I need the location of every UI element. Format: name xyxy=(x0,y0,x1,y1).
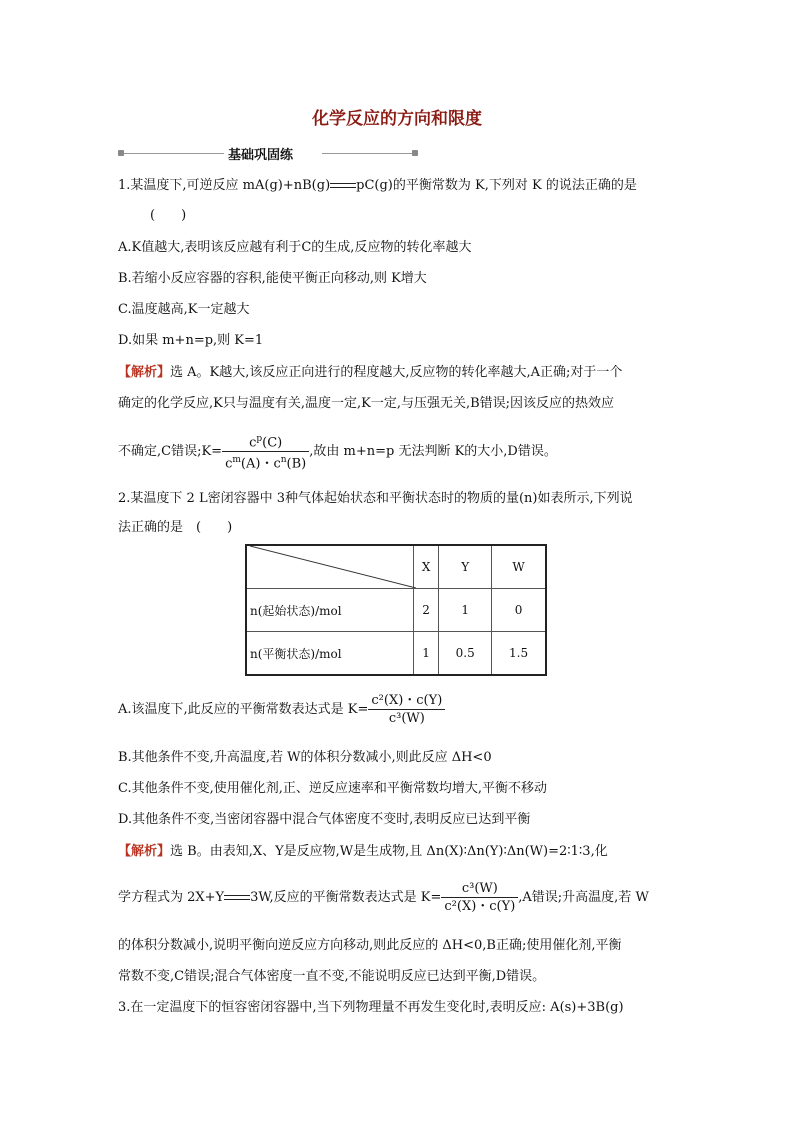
table-row-label: n(平衡状态)/mol xyxy=(246,632,414,676)
table-cell: 1 xyxy=(439,589,492,632)
q2-analysis-line2: 学方程式为 2X+Y 3W,反应的平衡常数表达式是 K= $\frac{\text{c³(W)}}{\text{c²(X)・c(Y)}}$ ,A错误;升高温度,若 W xyxy=(118,881,649,914)
table-cell: 0 xyxy=(492,589,546,632)
section-header xyxy=(118,144,418,162)
analysis-tag: 【解析】 xyxy=(118,365,171,380)
q2-analysis-line3: 的体积分数减小,说明平衡向逆反应方向移动,则此反应的 ΔH<0,B正确;使用催化剂,平衡 xyxy=(118,938,622,953)
q1-option-a: A.K值越大,表明该反应越有利于C的生成,反应物的转化率越大 xyxy=(118,240,472,255)
table-cell: 2 xyxy=(414,589,439,632)
q2-analysis-line1: 【解析】选 B。由表知,X、Y是反应物,W是生成物,且 Δn(X)∶Δn(Y)∶Δn(W)=2∶1∶3,化 xyxy=(118,844,608,859)
table-cell: 1 xyxy=(414,632,439,676)
table-row xyxy=(246,589,546,632)
q2-option-d: D.其他条件不变,当密闭容器中混合气体密度不变时,表明反应已达到平衡 xyxy=(118,812,531,827)
q2-stem-line1: 2.某温度下 2 L密闭容器中 3种气体起始状态和平衡状态时的物质的量(n)如表所示,下列说 xyxy=(118,491,633,506)
page-title: 化学反应的方向和限度 xyxy=(312,109,482,129)
q1-analysis-line2: 确定的化学反应,K只与温度有关,温度一定,K一定,与压强无关,B错误;因该反应的热效应 xyxy=(118,396,615,411)
table-row-label: n(起始状态)/mol xyxy=(246,589,414,632)
table-row xyxy=(246,632,546,676)
q2-stem-line2: 法正确的是 ( ) xyxy=(118,520,233,535)
option-a-fraction: $\frac{\text{c²(X)・c(Y)}}{\text{c³(W)}}$ xyxy=(368,692,445,727)
q2-option-a: A.该温度下,此反应的平衡常数表达式是 K= $\frac{\text{c²(X)・c(Y)}}{\text{c³(W)}}$ xyxy=(118,684,445,736)
table-header: X xyxy=(414,545,439,589)
table-header: Y xyxy=(439,545,492,589)
data-table xyxy=(245,544,547,676)
q1-stem: 1.某温度下,可逆反应 mA(g)+nB(g) pC(g)的平衡常数为 K,下列对 K 的说法正确的是 xyxy=(118,178,637,193)
q1-analysis-line1: 【解析】选 A。K越大,该反应正向进行的程度越大,反应物的转化率越大,A正确;对于一个 xyxy=(118,365,623,380)
analysis-k-fraction: $\frac{\text{c³(W)}}{\text{c²(X)・c(Y)}}$ xyxy=(441,880,518,915)
equilibrium-arrow-icon xyxy=(224,894,250,902)
table-header-row xyxy=(246,545,546,589)
table-cell: 1.5 xyxy=(492,632,546,676)
table-header: W xyxy=(492,545,546,589)
q1-option-b: B.若缩小反应容器的容积,能使平衡正向移动,则 K增大 xyxy=(118,271,427,286)
q3-stem: 3.在一定温度下的恒容密闭容器中,当下列物理量不再发生变化时,表明反应: A(s)+3B(g) xyxy=(118,1000,624,1015)
q1-analysis-line3: 不确定,C错误;K= $\frac{c^p(C)}{c^m(A)・c^n(B)}$ ,故由 m+n=p 无法判断 K的大小,D错误。 xyxy=(118,426,557,478)
equilibrium-arrow-icon xyxy=(330,182,356,190)
section-title: 基础巩固练 xyxy=(228,148,294,163)
q1-paren: ( ) xyxy=(150,208,187,223)
section-right-line xyxy=(322,153,412,154)
q1-option-c: C.温度越高,K一定越大 xyxy=(118,302,250,317)
q2-analysis-line4: 常数不变,C错误;混合气体密度一直不变,不能说明反应已达到平衡,D错误。 xyxy=(118,969,546,984)
section-right-dot xyxy=(412,150,418,156)
k-expression-fraction: $\frac{c^p(C)}{c^m(A)・c^n(B)}$ xyxy=(222,431,309,473)
table-diagonal-cell xyxy=(246,545,414,589)
q2-option-b: B.其他条件不变,升高温度,若 W的体积分数减小,则此反应 ΔH<0 xyxy=(118,750,492,765)
q2-option-c: C.其他条件不变,使用催化剂,正、逆反应速率和平衡常数均增大,平衡不移动 xyxy=(118,781,548,796)
table-cell: 0.5 xyxy=(439,632,492,676)
analysis-tag: 【解析】 xyxy=(118,844,171,859)
q1-option-d: D.如果 m+n=p,则 K=1 xyxy=(118,333,264,348)
section-left-line xyxy=(124,153,224,154)
